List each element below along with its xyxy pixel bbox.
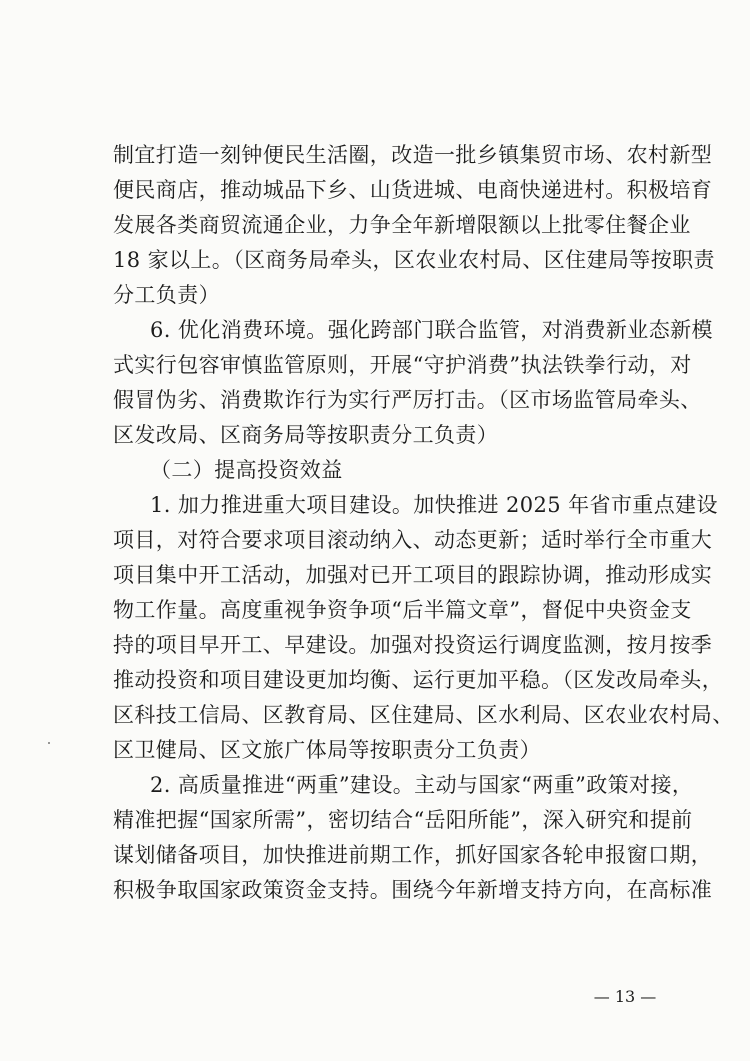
text-line: 项目，对符合要求项目滚动纳入、动态更新；适时举行全市重大 (113, 528, 713, 552)
text-line: 分工负责） (113, 283, 220, 307)
text-line: 推动投资和项目建设更加均衡、运行更加平稳。（区发改局牵头， (113, 668, 724, 692)
text-line: 物工作量。高度重视争资争项“后半篇文章”，督促中央资金支 (113, 598, 692, 622)
text-line: 精准把握“国家所需”，密切结合“岳阳所能”，深入研究和提前 (113, 808, 693, 832)
text-line: 式实行包容审慎监管原则，开展“守护消费”执法铁拳行动，对 (113, 353, 692, 377)
text-line: 假冒伪劣、消费欺诈行为实行严厉打击。（区市场监管局牵头、 (113, 388, 702, 412)
text-line: 区科技工信局、区教育局、区住建局、区水利局、区农业农村局、 (113, 703, 734, 727)
text-line: 便民商店，推动城品下乡、山货进城、电商快递进村。积极培育 (113, 178, 713, 202)
paragraph-start-line: 1. 加力推进重大项目建设。加快推进 2025 年省市重点建设 (150, 493, 718, 517)
text-line: 谋划储备项目，加快推进前期工作，抓好国家各轮申报窗口期， (113, 843, 713, 867)
paragraph-start-line: 2. 高质量推进“两重”建设。主动与国家“两重”政策对接， (150, 773, 694, 797)
text-line: 区发改局、区商务局等按职责分工负责） (113, 423, 499, 447)
text-line: 区卫健局、区文旅广体局等按职责分工负责） (113, 738, 541, 762)
text-line: 18 家以上。（区商务局牵头，区农业农村局、区住建局等按职责 (113, 248, 715, 272)
page-number: — 13 — (593, 987, 657, 1006)
text-line: 发展各类商贸流通企业，力争全年新增限额以上批零住餐企业 (113, 213, 691, 237)
scan-artifact (48, 742, 50, 744)
text-line: 积极争取国家政策资金支持。围绕今年新增支持方向，在高标准 (113, 878, 713, 902)
text-line: 持的项目早开工、早建设。加强对投资运行调度监测，按月按季 (113, 633, 713, 657)
text-line: 制宜打造一刻钟便民生活圈，改造一批乡镇集贸市场、农村新型 (113, 143, 713, 167)
paragraph-start-line: 6. 优化消费环境。强化跨部门联合监管，对消费新业态新模 (150, 318, 713, 342)
section-heading: （二）提高投资效益 (150, 458, 343, 482)
text-line: 项目集中开工活动，加强对已开工项目的跟踪协调，推动形成实 (113, 563, 713, 587)
